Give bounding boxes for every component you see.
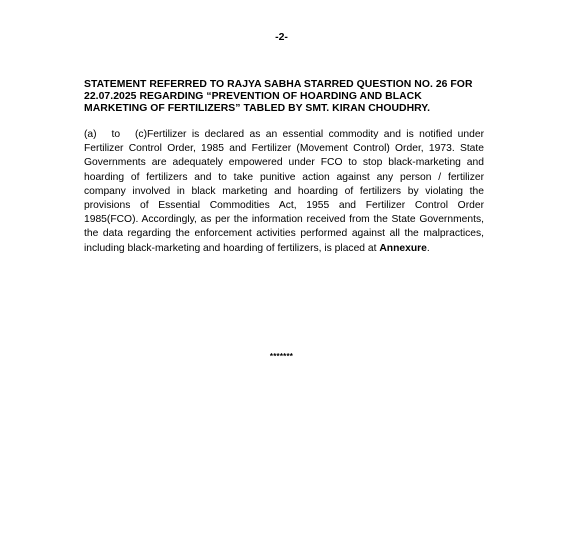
body-line-text: Fertilizer is declared as an essential commodity and is notified under	[147, 129, 484, 140]
body-line	[84, 128, 484, 142]
body-line-text: including black-marketing and hoarding of fertilizers, is placed at	[84, 242, 377, 254]
body-line: 1985(FCO). Accordingly, as per the information received from the State Governments,	[84, 214, 484, 226]
heading-line: MARKETING OF FERTILIZERS” TABLED BY SMT. KIRAN CHOUDHRY.	[84, 103, 431, 114]
statement-heading	[84, 79, 484, 115]
heading-line: 22.07.2025 REGARDING “PREVENTION OF HOARDING AND BLACK	[84, 91, 422, 102]
body-line: hoarding of fertilizers and to take punitive action against any person / fertilizer	[84, 171, 484, 183]
heading-line: STATEMENT REFERRED TO RAJYA SABHA STARRED QUESTION NO. 26 FOR	[84, 79, 473, 90]
answer-prefix: (a) to (c)	[84, 129, 147, 140]
page-number: -2-	[275, 31, 288, 43]
body-line: company involved in black marketing and hoarding of fertilizers by violating the	[84, 185, 484, 197]
body-line: Fertilizer Control Order, 1985 and Fertilizer (Movement Control) Order, 1973. State	[84, 143, 484, 155]
body-line: provisions of Essential Commodities Act, 1955 and Fertilizer Control Order	[84, 200, 484, 212]
body-line: Governments are adequately empowered under FCO to stop black-marketing and	[84, 157, 484, 169]
body-line	[84, 242, 484, 256]
final-period: .	[426, 242, 430, 254]
end-of-statement-mark: *******	[269, 352, 294, 361]
answer-paragraph	[84, 128, 484, 256]
body-line: the data regarding the enforcement activities performed against all the malpractices,	[84, 228, 484, 240]
annexure-reference: Annexure	[379, 242, 427, 254]
